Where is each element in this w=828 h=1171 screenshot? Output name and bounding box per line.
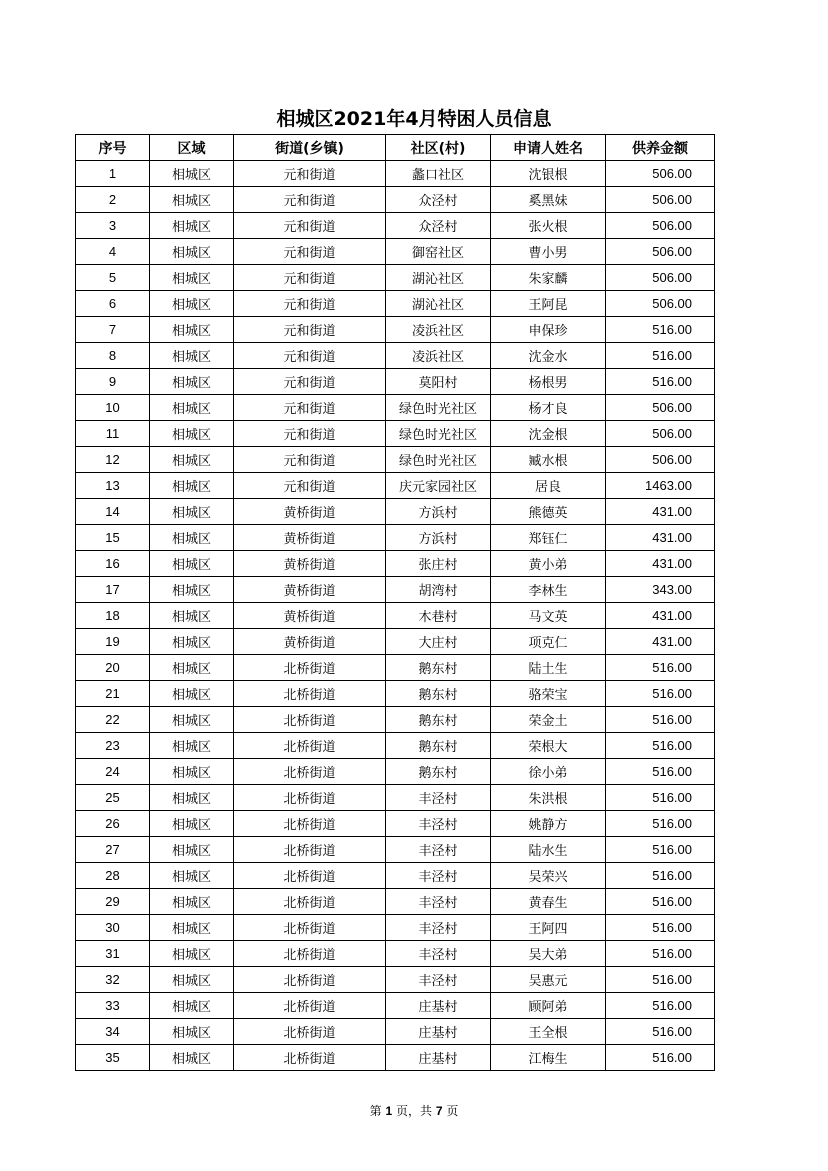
footer-middle: 页，共	[392, 1104, 436, 1118]
cell-applicant: 熊德英	[491, 499, 606, 525]
table-row	[76, 551, 715, 577]
cell-street: 元和街道	[234, 187, 386, 213]
cell-community: 方浜村	[386, 499, 491, 525]
cell-applicant: 朱洪根	[491, 785, 606, 811]
table-row	[76, 655, 715, 681]
cell-region: 相城区	[150, 993, 234, 1019]
cell-street: 北桥街道	[234, 993, 386, 1019]
table-row	[76, 317, 715, 343]
cell-community: 御窑社区	[386, 239, 491, 265]
cell-community: 湖沁社区	[386, 291, 491, 317]
cell-street: 北桥街道	[234, 759, 386, 785]
cell-index: 30	[76, 915, 150, 941]
cell-applicant: 郑钰仁	[491, 525, 606, 551]
cell-index: 6	[76, 291, 150, 317]
cell-street: 黄桥街道	[234, 603, 386, 629]
cell-region: 相城区	[150, 265, 234, 291]
cell-index: 18	[76, 603, 150, 629]
cell-applicant: 杨才良	[491, 395, 606, 421]
table-row	[76, 1045, 715, 1071]
cell-region: 相城区	[150, 369, 234, 395]
header-community: 社区(村)	[386, 135, 491, 161]
cell-index: 26	[76, 811, 150, 837]
cell-community: 丰泾村	[386, 915, 491, 941]
table-row	[76, 447, 715, 473]
table-row	[76, 759, 715, 785]
cell-amount: 516.00	[606, 681, 715, 707]
cell-amount: 516.00	[606, 915, 715, 941]
cell-community: 众泾村	[386, 213, 491, 239]
cell-amount: 516.00	[606, 317, 715, 343]
cell-region: 相城区	[150, 915, 234, 941]
cell-region: 相城区	[150, 629, 234, 655]
cell-street: 元和街道	[234, 395, 386, 421]
cell-community: 湖沁社区	[386, 265, 491, 291]
table-row	[76, 967, 715, 993]
table-row	[76, 421, 715, 447]
cell-applicant: 陆水生	[491, 837, 606, 863]
cell-street: 元和街道	[234, 265, 386, 291]
cell-street: 元和街道	[234, 161, 386, 187]
cell-applicant: 王阿四	[491, 915, 606, 941]
cell-amount: 506.00	[606, 213, 715, 239]
cell-applicant: 荣根大	[491, 733, 606, 759]
cell-applicant: 朱家麟	[491, 265, 606, 291]
cell-applicant: 骆荣宝	[491, 681, 606, 707]
cell-index: 22	[76, 707, 150, 733]
cell-index: 12	[76, 447, 150, 473]
cell-applicant: 沈银根	[491, 161, 606, 187]
table-body	[76, 161, 715, 1071]
cell-street: 黄桥街道	[234, 551, 386, 577]
cell-community: 鹅东村	[386, 759, 491, 785]
cell-community: 胡湾村	[386, 577, 491, 603]
cell-community: 大庄村	[386, 629, 491, 655]
cell-index: 20	[76, 655, 150, 681]
cell-index: 35	[76, 1045, 150, 1071]
cell-region: 相城区	[150, 187, 234, 213]
cell-index: 17	[76, 577, 150, 603]
cell-region: 相城区	[150, 889, 234, 915]
cell-amount: 516.00	[606, 967, 715, 993]
cell-amount: 431.00	[606, 525, 715, 551]
cell-applicant: 项克仁	[491, 629, 606, 655]
cell-community: 绿色时光社区	[386, 421, 491, 447]
cell-region: 相城区	[150, 655, 234, 681]
cell-amount: 516.00	[606, 941, 715, 967]
table-row	[76, 187, 715, 213]
cell-community: 丰泾村	[386, 889, 491, 915]
cell-amount: 516.00	[606, 811, 715, 837]
cell-amount: 431.00	[606, 629, 715, 655]
table-row	[76, 213, 715, 239]
cell-index: 2	[76, 187, 150, 213]
cell-index: 16	[76, 551, 150, 577]
cell-street: 北桥街道	[234, 681, 386, 707]
cell-street: 北桥街道	[234, 733, 386, 759]
cell-applicant: 臧水根	[491, 447, 606, 473]
cell-community: 鹅东村	[386, 681, 491, 707]
cell-amount: 516.00	[606, 733, 715, 759]
cell-applicant: 江梅生	[491, 1045, 606, 1071]
cell-applicant: 顾阿弟	[491, 993, 606, 1019]
table-row	[76, 291, 715, 317]
cell-applicant: 姚静方	[491, 811, 606, 837]
cell-index: 27	[76, 837, 150, 863]
cell-applicant: 沈金水	[491, 343, 606, 369]
cell-index: 25	[76, 785, 150, 811]
cell-community: 鹅东村	[386, 707, 491, 733]
cell-index: 1	[76, 161, 150, 187]
cell-community: 鹅东村	[386, 655, 491, 681]
cell-region: 相城区	[150, 421, 234, 447]
cell-region: 相城区	[150, 967, 234, 993]
cell-community: 木巷村	[386, 603, 491, 629]
cell-index: 19	[76, 629, 150, 655]
cell-community: 庆元家园社区	[386, 473, 491, 499]
cell-community: 张庄村	[386, 551, 491, 577]
cell-amount: 506.00	[606, 421, 715, 447]
header-index: 序号	[76, 135, 150, 161]
cell-community: 丰泾村	[386, 863, 491, 889]
cell-applicant: 王全根	[491, 1019, 606, 1045]
cell-amount: 506.00	[606, 395, 715, 421]
table-row	[76, 161, 715, 187]
cell-amount: 516.00	[606, 655, 715, 681]
cell-region: 相城区	[150, 317, 234, 343]
cell-community: 方浜村	[386, 525, 491, 551]
cell-street: 北桥街道	[234, 941, 386, 967]
page-title: 相城区2021年4月特困人员信息	[276, 108, 552, 130]
cell-amount: 516.00	[606, 837, 715, 863]
table-row	[76, 239, 715, 265]
cell-street: 元和街道	[234, 447, 386, 473]
cell-region: 相城区	[150, 577, 234, 603]
cell-applicant: 沈金根	[491, 421, 606, 447]
cell-region: 相城区	[150, 1019, 234, 1045]
cell-index: 13	[76, 473, 150, 499]
table-row	[76, 863, 715, 889]
table-row	[76, 889, 715, 915]
cell-index: 23	[76, 733, 150, 759]
cell-index: 14	[76, 499, 150, 525]
cell-region: 相城区	[150, 395, 234, 421]
cell-street: 北桥街道	[234, 915, 386, 941]
cell-index: 4	[76, 239, 150, 265]
cell-community: 丰泾村	[386, 941, 491, 967]
table-row	[76, 707, 715, 733]
cell-street: 黄桥街道	[234, 525, 386, 551]
cell-region: 相城区	[150, 447, 234, 473]
cell-applicant: 荣金土	[491, 707, 606, 733]
cell-index: 29	[76, 889, 150, 915]
table-row	[76, 681, 715, 707]
cell-region: 相城区	[150, 707, 234, 733]
cell-region: 相城区	[150, 213, 234, 239]
cell-applicant: 吴荣兴	[491, 863, 606, 889]
cell-region: 相城区	[150, 239, 234, 265]
cell-amount: 431.00	[606, 551, 715, 577]
footer-prefix: 第	[369, 1104, 386, 1118]
cell-community: 庄基村	[386, 1045, 491, 1071]
cell-amount: 343.00	[606, 577, 715, 603]
cell-amount: 516.00	[606, 707, 715, 733]
cell-community: 莫阳村	[386, 369, 491, 395]
cell-region: 相城区	[150, 811, 234, 837]
cell-index: 8	[76, 343, 150, 369]
cell-amount: 506.00	[606, 265, 715, 291]
cell-applicant: 杨根男	[491, 369, 606, 395]
cell-index: 11	[76, 421, 150, 447]
cell-applicant: 徐小弟	[491, 759, 606, 785]
cell-region: 相城区	[150, 759, 234, 785]
cell-street: 元和街道	[234, 213, 386, 239]
cell-applicant: 王阿昆	[491, 291, 606, 317]
specialist-table	[75, 134, 715, 1071]
cell-applicant: 张火根	[491, 213, 606, 239]
cell-street: 北桥街道	[234, 863, 386, 889]
cell-amount: 516.00	[606, 1045, 715, 1071]
table-row	[76, 837, 715, 863]
cell-street: 北桥街道	[234, 837, 386, 863]
cell-index: 15	[76, 525, 150, 551]
cell-amount: 516.00	[606, 993, 715, 1019]
cell-region: 相城区	[150, 785, 234, 811]
cell-region: 相城区	[150, 603, 234, 629]
table-row	[76, 369, 715, 395]
cell-applicant: 曹小男	[491, 239, 606, 265]
cell-amount: 516.00	[606, 343, 715, 369]
table-row	[76, 1019, 715, 1045]
cell-community: 鹅东村	[386, 733, 491, 759]
cell-index: 9	[76, 369, 150, 395]
table-row	[76, 473, 715, 499]
cell-community: 丰泾村	[386, 837, 491, 863]
table-row	[76, 603, 715, 629]
cell-amount: 506.00	[606, 291, 715, 317]
cell-applicant: 吴惠元	[491, 967, 606, 993]
cell-applicant: 马文英	[491, 603, 606, 629]
header-street: 街道(乡镇)	[234, 135, 386, 161]
cell-community: 庄基村	[386, 1019, 491, 1045]
cell-index: 34	[76, 1019, 150, 1045]
cell-street: 元和街道	[234, 317, 386, 343]
cell-applicant: 李林生	[491, 577, 606, 603]
cell-applicant: 奚黑妹	[491, 187, 606, 213]
cell-applicant: 黄春生	[491, 889, 606, 915]
cell-amount: 516.00	[606, 785, 715, 811]
cell-amount: 431.00	[606, 603, 715, 629]
cell-community: 绿色时光社区	[386, 447, 491, 473]
cell-amount: 506.00	[606, 187, 715, 213]
table-row	[76, 577, 715, 603]
cell-street: 北桥街道	[234, 811, 386, 837]
cell-street: 黄桥街道	[234, 629, 386, 655]
cell-index: 33	[76, 993, 150, 1019]
cell-community: 众泾村	[386, 187, 491, 213]
cell-region: 相城区	[150, 343, 234, 369]
cell-region: 相城区	[150, 681, 234, 707]
cell-index: 32	[76, 967, 150, 993]
cell-street: 北桥街道	[234, 785, 386, 811]
cell-street: 北桥街道	[234, 889, 386, 915]
cell-region: 相城区	[150, 863, 234, 889]
header-amount: 供养金额	[606, 135, 715, 161]
cell-street: 黄桥街道	[234, 499, 386, 525]
cell-index: 7	[76, 317, 150, 343]
cell-street: 元和街道	[234, 291, 386, 317]
cell-street: 元和街道	[234, 343, 386, 369]
cell-street: 元和街道	[234, 473, 386, 499]
cell-index: 24	[76, 759, 150, 785]
table-row	[76, 525, 715, 551]
table-row	[76, 915, 715, 941]
cell-index: 31	[76, 941, 150, 967]
cell-community: 庄基村	[386, 993, 491, 1019]
footer-suffix: 页	[442, 1104, 459, 1118]
cell-applicant: 吴大弟	[491, 941, 606, 967]
table-row	[76, 733, 715, 759]
cell-index: 3	[76, 213, 150, 239]
cell-amount: 516.00	[606, 369, 715, 395]
cell-amount: 431.00	[606, 499, 715, 525]
cell-applicant: 陆土生	[491, 655, 606, 681]
cell-community: 凌浜社区	[386, 317, 491, 343]
cell-community: 蠡口社区	[386, 161, 491, 187]
page-footer	[0, 1103, 828, 1119]
total-page-number: 7	[435, 1104, 443, 1118]
table-row	[76, 629, 715, 655]
cell-index: 21	[76, 681, 150, 707]
cell-street: 元和街道	[234, 421, 386, 447]
cell-amount: 1463.00	[606, 473, 715, 499]
cell-amount: 516.00	[606, 1019, 715, 1045]
header-applicant: 申请人姓名	[491, 135, 606, 161]
table-row	[76, 265, 715, 291]
cell-community: 绿色时光社区	[386, 395, 491, 421]
table-row	[76, 941, 715, 967]
cell-amount: 506.00	[606, 161, 715, 187]
cell-community: 丰泾村	[386, 785, 491, 811]
cell-index: 10	[76, 395, 150, 421]
cell-region: 相城区	[150, 473, 234, 499]
cell-region: 相城区	[150, 291, 234, 317]
table-header-row	[76, 135, 715, 161]
cell-amount: 516.00	[606, 863, 715, 889]
cell-region: 相城区	[150, 161, 234, 187]
cell-street: 北桥街道	[234, 1045, 386, 1071]
cell-applicant: 黄小弟	[491, 551, 606, 577]
table-row	[76, 785, 715, 811]
cell-street: 黄桥街道	[234, 577, 386, 603]
cell-applicant: 居良	[491, 473, 606, 499]
cell-index: 5	[76, 265, 150, 291]
cell-region: 相城区	[150, 499, 234, 525]
cell-amount: 506.00	[606, 447, 715, 473]
current-page-number: 1	[385, 1104, 393, 1118]
cell-amount: 516.00	[606, 759, 715, 785]
table-row	[76, 395, 715, 421]
table-row	[76, 993, 715, 1019]
cell-amount: 506.00	[606, 239, 715, 265]
cell-street: 元和街道	[234, 369, 386, 395]
cell-region: 相城区	[150, 941, 234, 967]
cell-region: 相城区	[150, 551, 234, 577]
cell-region: 相城区	[150, 1045, 234, 1071]
cell-applicant: 申保珍	[491, 317, 606, 343]
table-row	[76, 499, 715, 525]
cell-community: 丰泾村	[386, 967, 491, 993]
cell-region: 相城区	[150, 525, 234, 551]
cell-street: 元和街道	[234, 239, 386, 265]
cell-community: 凌浜社区	[386, 343, 491, 369]
table-row	[76, 811, 715, 837]
cell-region: 相城区	[150, 837, 234, 863]
cell-street: 北桥街道	[234, 707, 386, 733]
cell-index: 28	[76, 863, 150, 889]
cell-amount: 516.00	[606, 889, 715, 915]
table-row	[76, 343, 715, 369]
cell-street: 北桥街道	[234, 967, 386, 993]
cell-region: 相城区	[150, 733, 234, 759]
cell-street: 北桥街道	[234, 1019, 386, 1045]
header-region: 区域	[150, 135, 234, 161]
cell-street: 北桥街道	[234, 655, 386, 681]
cell-community: 丰泾村	[386, 811, 491, 837]
